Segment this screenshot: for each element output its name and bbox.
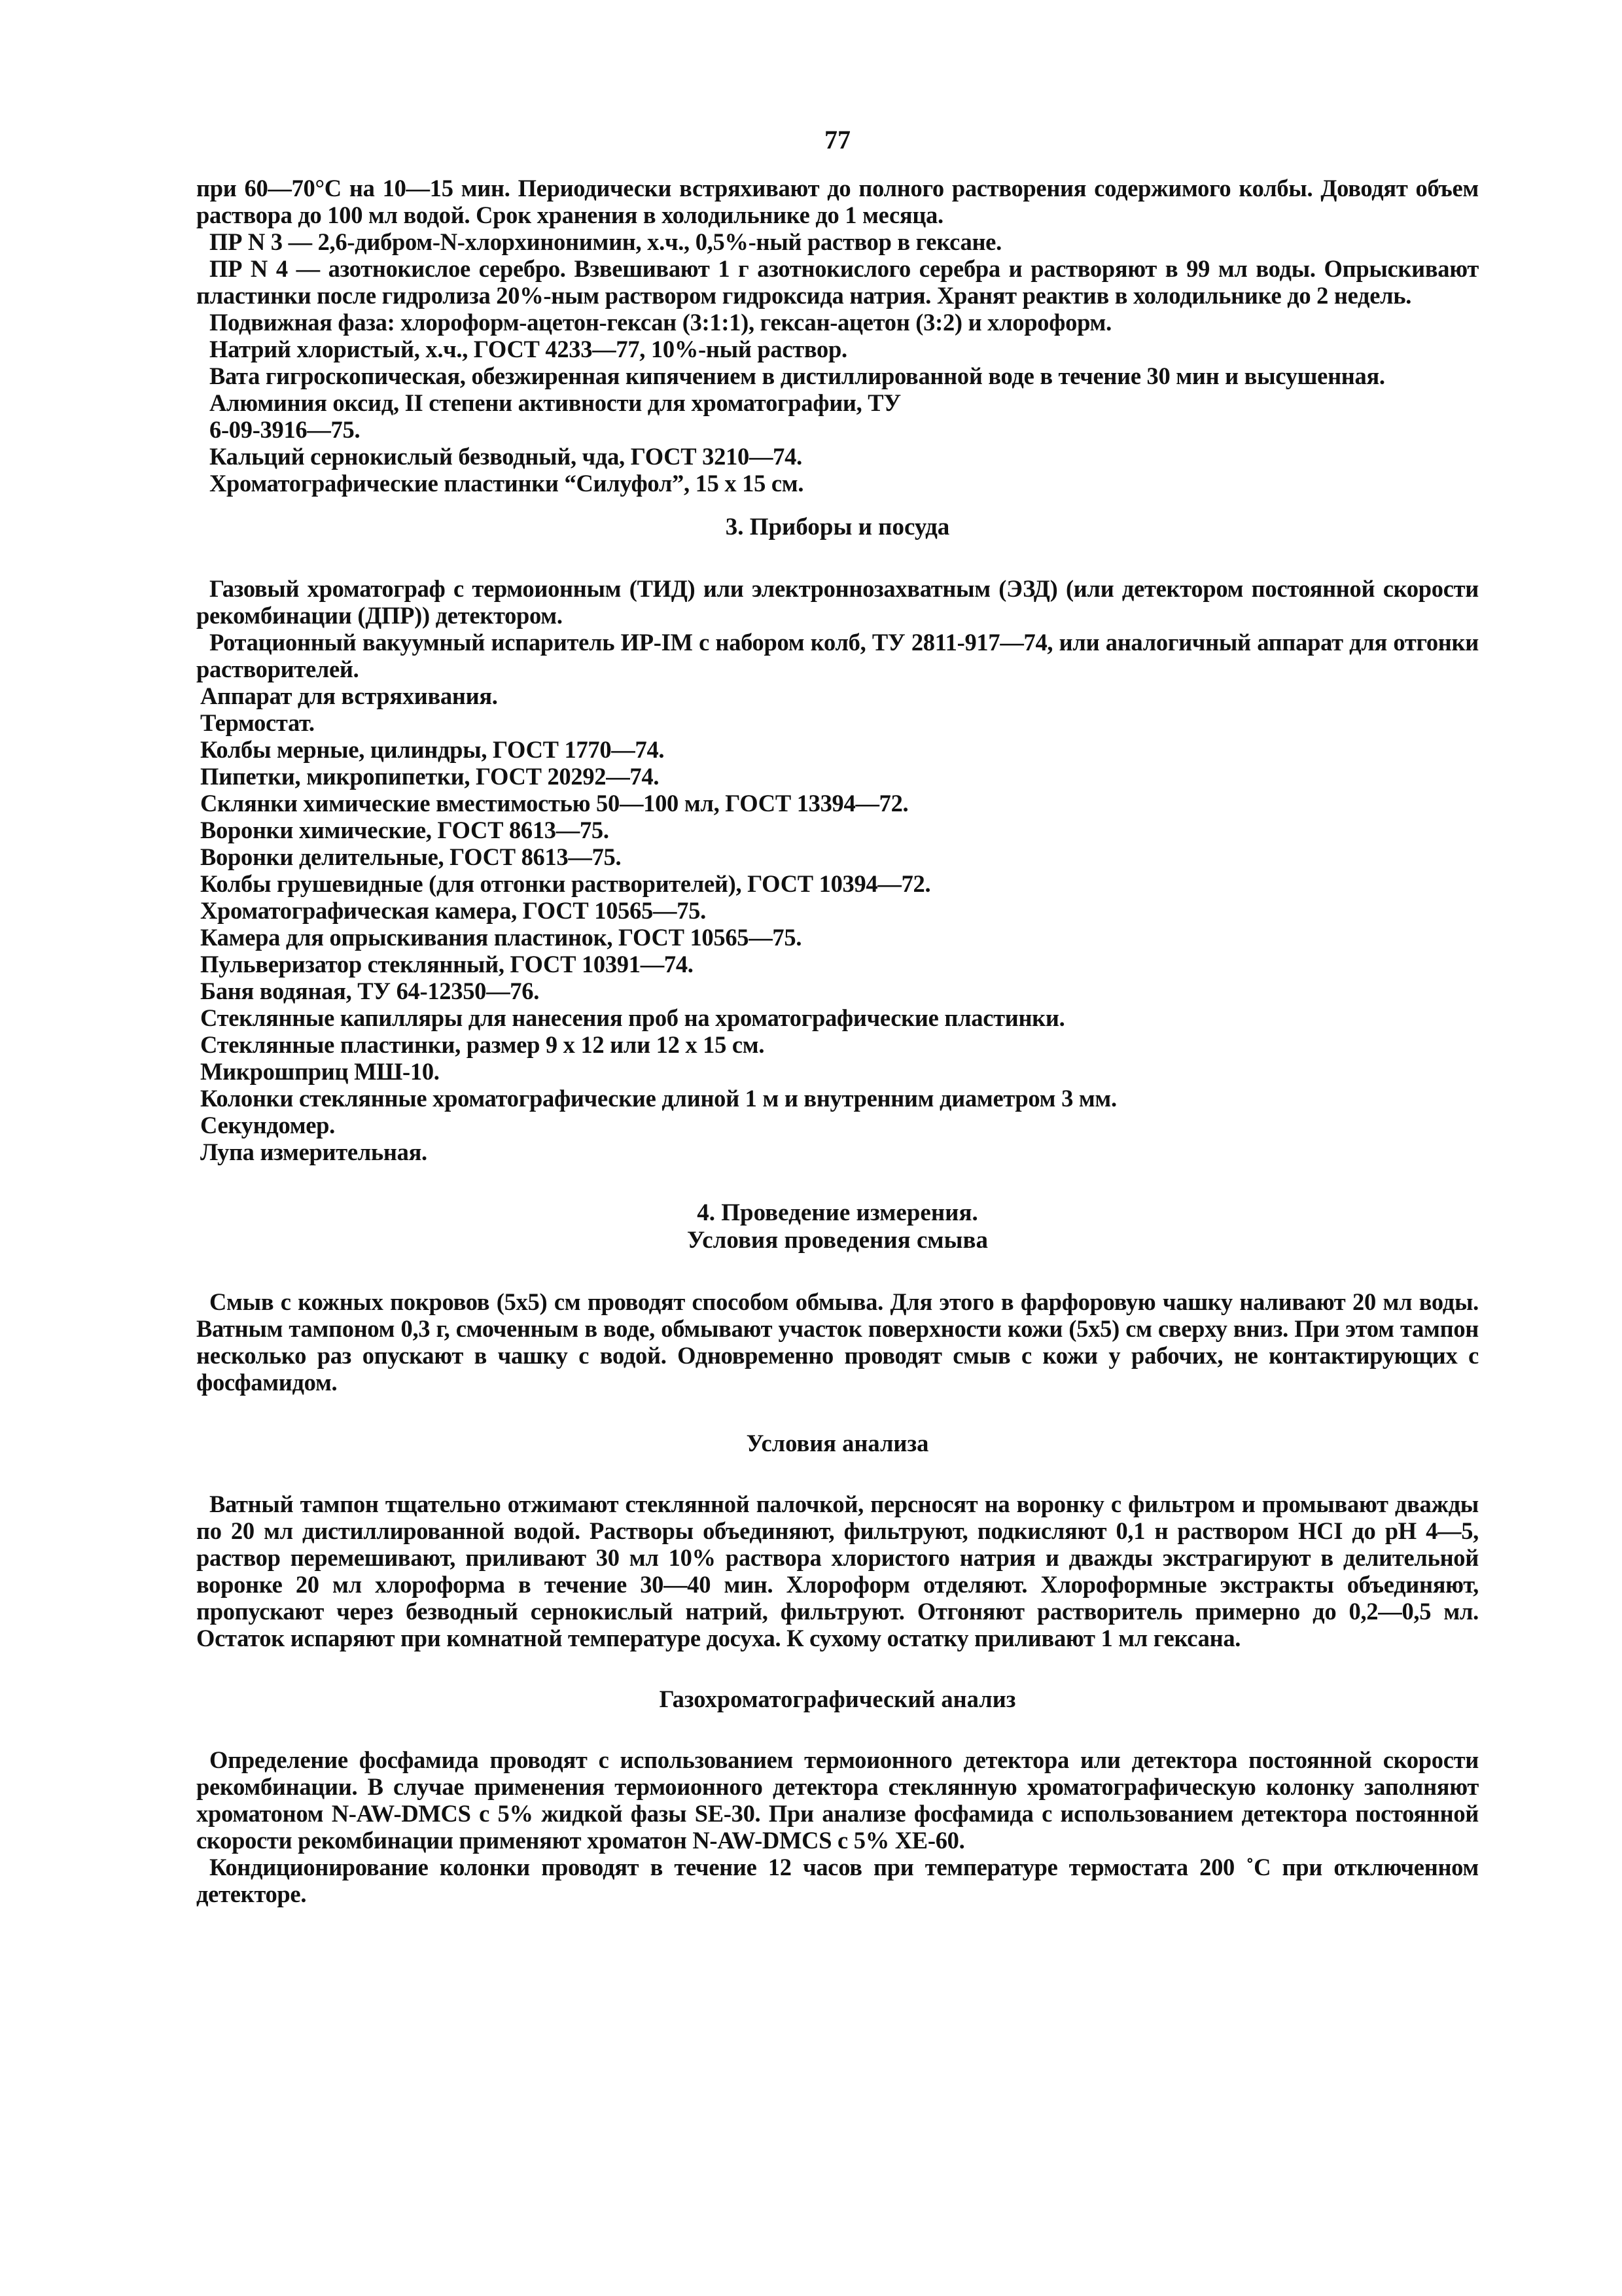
list-item: Лупа измерительная.: [200, 1139, 427, 1165]
list-item: Колонки стеклянные хроматографические длиной 1 м и внутренним диаметром 3 мм.: [200, 1085, 1117, 1112]
paragraph-detection: Определение фосфамида проводят с использованием термоионного детектора или детектора постоянной скорости рекомбинации. В случае применения термоионного детектора стеклянную хроматографическую колонку заполняют хроматоном N-AW-DMCS с 5% жидкой фазы SE-30. При анализе фосфамида с использованием детектора постоянной скорости рекомбинации применяют хроматон N-AW-DMCS с 5% ХЕ-60.: [196, 1746, 1479, 1854]
paragraph-sodium-chloride: Натрий хлористый, х.ч., ГОСТ 4233—77, 10%-ный раствор.: [209, 336, 847, 362]
paragraph-extraction: Ватный тампон тщательно отжимают стеклянной палочкой, персносят на воронку с фильтром и промывают дважды по 20 мл дистиллированной водой. Растворы объединяют, фильтруют, подкисляют 0,1 н раствором HCI до pH 4—5, раствор перемешивают, приливают 30 мл 10% раствора хлористого натрия и дважды экстрагируют в делительной воронке 20 мл хлороформа в течение 30—40 мин. Хлороформ отделяют. Хлороформные экстракты объединяют, пропускают через безводный сернокислый натрий, фильтруют. Отгоняют растворитель примерно до 0,2—0,5 мл. Остаток испаряют при комнатной температуре досуха. К сухому остатку приливают 1 мл гексана.: [196, 1491, 1479, 1651]
list-item: Воронки химические, ГОСТ 8613—75.: [200, 817, 609, 843]
list-item: Аппарат для встряхивания.: [200, 682, 498, 709]
document-page: [196, 124, 1479, 1907]
list-item: Камера для опрыскивания пластинок, ГОСТ 10565—75.: [200, 924, 802, 951]
subheading-analysis-conditions: Условия анализа: [746, 1430, 929, 1457]
paragraph-calcium-sulfate: Кальций сернокислый безводный, чда, ГОСТ 3210—74.: [209, 443, 802, 470]
section-4-title: 4. Проведение измерения.: [697, 1199, 978, 1226]
paragraph-gas-chromatograph: Газовый хроматограф с термоионным (ТИД) или электроннозахватным (ЭЗД) (или детектором постоянной скорости рекомбинации (ДПР)) детектором.: [196, 575, 1479, 629]
paragraph-reagent-4: ПР N 4 — азотнокислое серебро. Взвешивают 1 г азотнокислого серебра и растворяют в 99 мл воды. Опрыскивают пластинки после гидролиза 20%-ным раствором гидроксида натрия. Хранят реактив в холодильнике до 2 недель.: [196, 255, 1479, 309]
list-item: Пульверизатор стеклянный, ГОСТ 10391—74.: [200, 951, 694, 978]
list-item: Секундомер.: [200, 1112, 336, 1139]
list-item: Стеклянные капилляры для нанесения проб на хроматографические пластинки.: [200, 1004, 1065, 1031]
paragraph-skin-wash: Смыв с кожных покровов (5х5) см проводят способом обмыва. Для этого в фарфоровую чашку наливают 20 мл воды. Ватным тампоном 0,3 г, смоченным в воде, обмывают участок поверхности кожи (5х5) см сверху вниз. При этом тампон несколько раз опускают в чашку с водой. Одновременно проводят смыв с кожи у рабочих, не контактирующих с фосфамидом.: [196, 1288, 1479, 1396]
list-item: Колбы грушевидные (для отгонки растворителей), ГОСТ 10394—72.: [200, 870, 931, 897]
paragraph-rotary-evaporator: Ротационный вакуумный испаритель ИР-IМ с набором колб, ТУ 2811-917—74, или аналогичный аппарат для отгонки растворителей.: [196, 629, 1479, 682]
section2-tail: [196, 175, 1479, 497]
paragraph-heating: при 60—70°С на 10—15 мин. Периодически встряхивают до полного растворения содержимого колбы. Доводят объем раствора до 100 мл водой. Срок хранения в холодильнике до 1 месяца.: [196, 175, 1479, 228]
list-item: Микрошприц МШ-10.: [200, 1058, 440, 1085]
list-item: Термостат.: [200, 709, 315, 736]
list-item: Пипетки, микропипетки, ГОСТ 20292—74.: [200, 763, 660, 790]
list-item: Стеклянные пластинки, размер 9 х 12 или 12 х 15 см.: [200, 1031, 765, 1058]
list-item: Склянки химические вместимостью 50—100 мл, ГОСТ 13394—72.: [200, 790, 909, 817]
paragraph-cotton: Вата гигроскопическая, обезжиренная кипячением в дистиллированной воде в течение 30 мин и высушенная.: [209, 362, 1385, 389]
list-item: Баня водяная, ТУ 64-12350—76.: [200, 978, 540, 1004]
section-3-title: 3. Приборы и посуда: [725, 514, 950, 540]
paragraph-mobile-phase: Подвижная фаза: хлороформ-ацетон-гексан (3:1:1), гексан-ацетон (3:2) и хлороформ.: [209, 309, 1112, 336]
section-4-subtitle: Условия проведения смыва: [687, 1227, 988, 1254]
paragraph-silufol-plates: Хроматографические пластинки “Силуфол”, 15 х 15 см.: [209, 470, 804, 497]
list-item: Хроматографическая камера, ГОСТ 10565—75.: [200, 897, 706, 924]
list-item: Колбы мерные, цилиндры, ГОСТ 1770—74.: [200, 736, 665, 763]
paragraph-alumina-line1: Алюминия оксид, II степени активности для хроматографии, ТУ: [209, 389, 901, 416]
equipment-list: [200, 682, 1479, 1165]
page-number: 77: [824, 125, 851, 154]
list-item: Воронки делительные, ГОСТ 8613—75.: [200, 843, 622, 870]
paragraph-alumina-line2: 6-09-3916—75.: [209, 416, 361, 443]
paragraph-conditioning: Кондиционирование колонки проводят в течение 12 часов при температуре термостата 200 ˚С при отключенном детекторе.: [196, 1854, 1479, 1907]
subheading-gc-analysis: Газохроматографический анализ: [659, 1686, 1016, 1712]
paragraph-reagent-3: ПР N 3 — 2,6-дибром-N-хлорхинонимин, х.ч., 0,5%-ный раствор в гексане.: [209, 228, 1002, 255]
section3-body: [196, 575, 1479, 1165]
